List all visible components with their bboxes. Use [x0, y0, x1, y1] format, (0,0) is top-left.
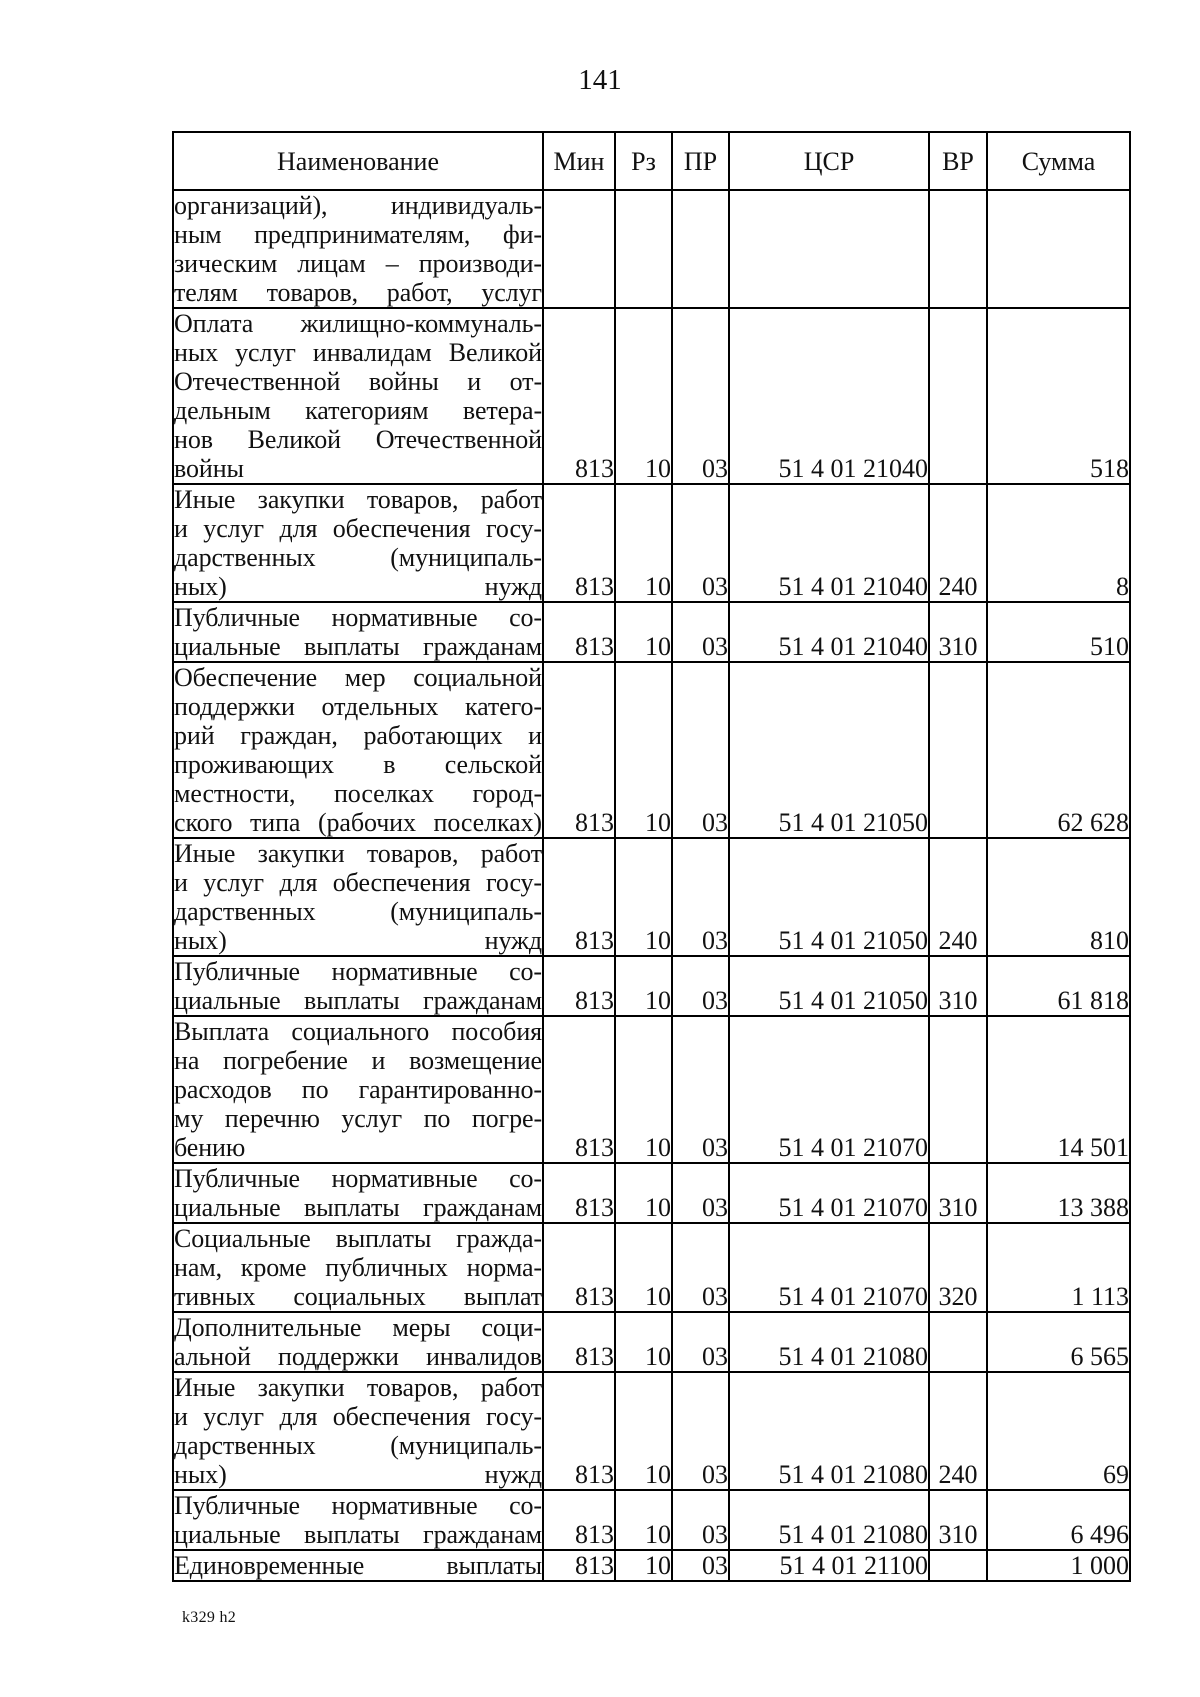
- cell-name: [173, 1223, 543, 1312]
- cell-name-line: Публичные нормативные со-: [174, 1491, 542, 1520]
- cell-pr: 03: [672, 1312, 729, 1372]
- cell-name-line: Иные закупки товаров, работ: [174, 1373, 542, 1402]
- cell-min: 813: [543, 1550, 615, 1581]
- cell-csr: 51 4 01 21100: [729, 1550, 929, 1581]
- cell-name-line: Дополнительные меры соци-: [174, 1313, 542, 1342]
- cell-csr: 51 4 01 21040: [729, 308, 929, 484]
- cell-name-line: расходов по гарантированно-: [174, 1075, 542, 1104]
- cell-name-line: на погребение и возмещение: [174, 1046, 542, 1075]
- cell-min: 813: [543, 1372, 615, 1490]
- cell-name-line: рий граждан, работающих и: [174, 721, 542, 750]
- table-row: [173, 1163, 1130, 1223]
- cell-name-line: Публичные нормативные со-: [174, 1164, 542, 1193]
- cell-min: 813: [543, 662, 615, 838]
- cell-name: [173, 662, 543, 838]
- cell-pr: 03: [672, 956, 729, 1016]
- cell-pr: 03: [672, 484, 729, 602]
- cell-csr: 51 4 01 21050: [729, 838, 929, 956]
- header-min: Мин: [543, 132, 615, 190]
- table-row: [173, 1490, 1130, 1550]
- cell-rz: 10: [615, 1372, 672, 1490]
- cell-min: 813: [543, 1016, 615, 1163]
- cell-sum: 14 501: [987, 1016, 1130, 1163]
- cell-pr: 03: [672, 662, 729, 838]
- cell-sum: 13 388: [987, 1163, 1130, 1223]
- header-pr: ПР: [672, 132, 729, 190]
- cell-name-line: телям товаров, работ, услуг: [174, 278, 542, 307]
- cell-name-line: Оплата жилищно-коммуналь-: [174, 309, 542, 338]
- cell-vr: [929, 1312, 987, 1372]
- cell-csr: 51 4 01 21040: [729, 602, 929, 662]
- cell-pr: 03: [672, 308, 729, 484]
- cell-name-line: ных услуг инвалидам Великой: [174, 338, 542, 367]
- cell-rz: 10: [615, 484, 672, 602]
- cell-csr: 51 4 01 21080: [729, 1490, 929, 1550]
- cell-name-line: му перечню услуг по погре-: [174, 1104, 542, 1133]
- header-csr: ЦСР: [729, 132, 929, 190]
- cell-name: [173, 1490, 543, 1550]
- cell-pr: 03: [672, 838, 729, 956]
- cell-vr: 240: [929, 838, 987, 956]
- footer-code: k329 h2: [182, 1609, 237, 1626]
- cell-name-line: дарственных (муниципаль-: [174, 543, 542, 572]
- cell-vr: 310: [929, 1163, 987, 1223]
- cell-csr: 51 4 01 21070: [729, 1016, 929, 1163]
- cell-min: 813: [543, 1163, 615, 1223]
- header-vr: ВР: [929, 132, 987, 190]
- cell-csr: 51 4 01 21080: [729, 1372, 929, 1490]
- cell-min: 813: [543, 602, 615, 662]
- cell-name-line: Отечественной войны и от-: [174, 367, 542, 396]
- cell-name: [173, 1163, 543, 1223]
- table-row: [173, 838, 1130, 956]
- cell-rz: [615, 190, 672, 308]
- cell-name-line: дельным категориям ветера-: [174, 396, 542, 425]
- cell-name-line: ным предпринимателям, фи-: [174, 220, 542, 249]
- cell-name: [173, 190, 543, 308]
- cell-name-line: зическим лицам – производи-: [174, 249, 542, 278]
- cell-rz: 10: [615, 1016, 672, 1163]
- cell-pr: 03: [672, 1550, 729, 1581]
- cell-name-line: циальные выплаты гражданам: [174, 632, 542, 661]
- cell-name: [173, 1372, 543, 1490]
- cell-name-line: ского типа (рабочих поселках): [174, 808, 542, 837]
- table-row: [173, 1312, 1130, 1372]
- table-row: [173, 1372, 1130, 1490]
- cell-vr: 310: [929, 956, 987, 1016]
- cell-min: [543, 190, 615, 308]
- cell-sum: 1 000: [987, 1550, 1130, 1581]
- cell-name-line: Единовременные выплаты: [174, 1551, 542, 1580]
- cell-name-line: местности, поселках город-: [174, 779, 542, 808]
- cell-sum: 510: [987, 602, 1130, 662]
- cell-pr: 03: [672, 1016, 729, 1163]
- table-body: [173, 190, 1130, 1581]
- cell-min: 813: [543, 484, 615, 602]
- cell-name-line: циальные выплаты гражданам: [174, 986, 542, 1015]
- cell-min: 813: [543, 1490, 615, 1550]
- cell-name-line: и услуг для обеспечения госу-: [174, 1402, 542, 1431]
- cell-name: [173, 1016, 543, 1163]
- page-number: 141: [578, 64, 622, 96]
- cell-min: 813: [543, 956, 615, 1016]
- cell-vr: [929, 662, 987, 838]
- cell-vr: 310: [929, 602, 987, 662]
- cell-pr: 03: [672, 602, 729, 662]
- cell-name-line: и услуг для обеспечения госу-: [174, 514, 542, 543]
- cell-rz: 10: [615, 956, 672, 1016]
- table-row: [173, 1223, 1130, 1312]
- cell-name-line: бению: [174, 1133, 246, 1162]
- cell-name: [173, 956, 543, 1016]
- cell-rz: 10: [615, 1490, 672, 1550]
- cell-min: 813: [543, 1223, 615, 1312]
- cell-csr: 51 4 01 21080: [729, 1312, 929, 1372]
- cell-name-line: ных) нужд: [174, 926, 542, 955]
- table-header-row: [173, 132, 1130, 190]
- cell-name-line: нам, кроме публичных норма-: [174, 1253, 542, 1282]
- table-row: [173, 308, 1130, 484]
- table-row: [173, 190, 1130, 308]
- header-sum: Сумма: [987, 132, 1130, 190]
- cell-name: [173, 602, 543, 662]
- cell-name: [173, 1312, 543, 1372]
- cell-csr: 51 4 01 21050: [729, 662, 929, 838]
- cell-csr: 51 4 01 21040: [729, 484, 929, 602]
- cell-pr: 03: [672, 1490, 729, 1550]
- cell-rz: 10: [615, 838, 672, 956]
- header-name: Наименование: [173, 132, 543, 190]
- cell-name-line: тивных социальных выплат: [174, 1282, 542, 1311]
- cell-sum: 6 496: [987, 1490, 1130, 1550]
- budget-table: [172, 131, 1131, 1582]
- cell-name-line: проживающих в сельской: [174, 750, 542, 779]
- cell-pr: 03: [672, 1223, 729, 1312]
- cell-name: [173, 308, 543, 484]
- cell-vr: [929, 1550, 987, 1581]
- cell-pr: 03: [672, 1163, 729, 1223]
- cell-vr: 240: [929, 1372, 987, 1490]
- cell-min: 813: [543, 838, 615, 956]
- cell-rz: 10: [615, 602, 672, 662]
- cell-min: 813: [543, 1312, 615, 1372]
- cell-name-line: дарственных (муниципаль-: [174, 897, 542, 926]
- cell-csr: 51 4 01 21050: [729, 956, 929, 1016]
- cell-name-line: дарственных (муниципаль-: [174, 1431, 542, 1460]
- table-row: [173, 1550, 1130, 1581]
- cell-name-line: Выплата социального пособия: [174, 1017, 542, 1046]
- cell-name-line: организаций), индивидуаль-: [174, 191, 542, 220]
- cell-name-line: Иные закупки товаров, работ: [174, 839, 542, 868]
- cell-name-line: альной поддержки инвалидов: [174, 1342, 542, 1371]
- cell-name: [173, 838, 543, 956]
- cell-vr: 240: [929, 484, 987, 602]
- cell-sum: 6 565: [987, 1312, 1130, 1372]
- cell-name-line: Публичные нормативные со-: [174, 957, 542, 986]
- cell-vr: [929, 190, 987, 308]
- cell-name-line: ных) нужд: [174, 1460, 542, 1489]
- cell-rz: 10: [615, 662, 672, 838]
- table-row: [173, 662, 1130, 838]
- cell-sum: [987, 190, 1130, 308]
- cell-vr: 320: [929, 1223, 987, 1312]
- table-row: [173, 602, 1130, 662]
- cell-vr: [929, 1016, 987, 1163]
- cell-pr: 03: [672, 1372, 729, 1490]
- cell-rz: 10: [615, 1163, 672, 1223]
- cell-vr: 310: [929, 1490, 987, 1550]
- cell-rz: 10: [615, 308, 672, 484]
- table-row: [173, 956, 1130, 1016]
- cell-pr: [672, 190, 729, 308]
- cell-vr: [929, 308, 987, 484]
- cell-name-line: войны: [174, 454, 244, 483]
- cell-name-line: циальные выплаты гражданам: [174, 1520, 542, 1549]
- cell-sum: 8: [987, 484, 1130, 602]
- cell-name-line: Иные закупки товаров, работ: [174, 485, 542, 514]
- cell-rz: 10: [615, 1550, 672, 1581]
- cell-name-line: циальные выплаты гражданам: [174, 1193, 542, 1222]
- cell-sum: 810: [987, 838, 1130, 956]
- cell-csr: 51 4 01 21070: [729, 1163, 929, 1223]
- cell-min: 813: [543, 308, 615, 484]
- cell-sum: 69: [987, 1372, 1130, 1490]
- header-rz: Рз: [615, 132, 672, 190]
- cell-rz: 10: [615, 1223, 672, 1312]
- cell-rz: 10: [615, 1312, 672, 1372]
- cell-name: [173, 1550, 543, 1581]
- cell-sum: 518: [987, 308, 1130, 484]
- cell-sum: 1 113: [987, 1223, 1130, 1312]
- cell-csr: 51 4 01 21070: [729, 1223, 929, 1312]
- cell-sum: 61 818: [987, 956, 1130, 1016]
- cell-name-line: Социальные выплаты гражда-: [174, 1224, 542, 1253]
- cell-name-line: поддержки отдельных катего-: [174, 692, 542, 721]
- cell-csr: [729, 190, 929, 308]
- cell-name-line: и услуг для обеспечения госу-: [174, 868, 542, 897]
- table-row: [173, 1016, 1130, 1163]
- table-row: [173, 484, 1130, 602]
- cell-sum: 62 628: [987, 662, 1130, 838]
- cell-name: [173, 484, 543, 602]
- cell-name-line: нов Великой Отечественной: [174, 425, 542, 454]
- cell-name-line: Публичные нормативные со-: [174, 603, 542, 632]
- cell-name-line: Обеспечение мер социальной: [174, 663, 542, 692]
- cell-name-line: ных) нужд: [174, 572, 542, 601]
